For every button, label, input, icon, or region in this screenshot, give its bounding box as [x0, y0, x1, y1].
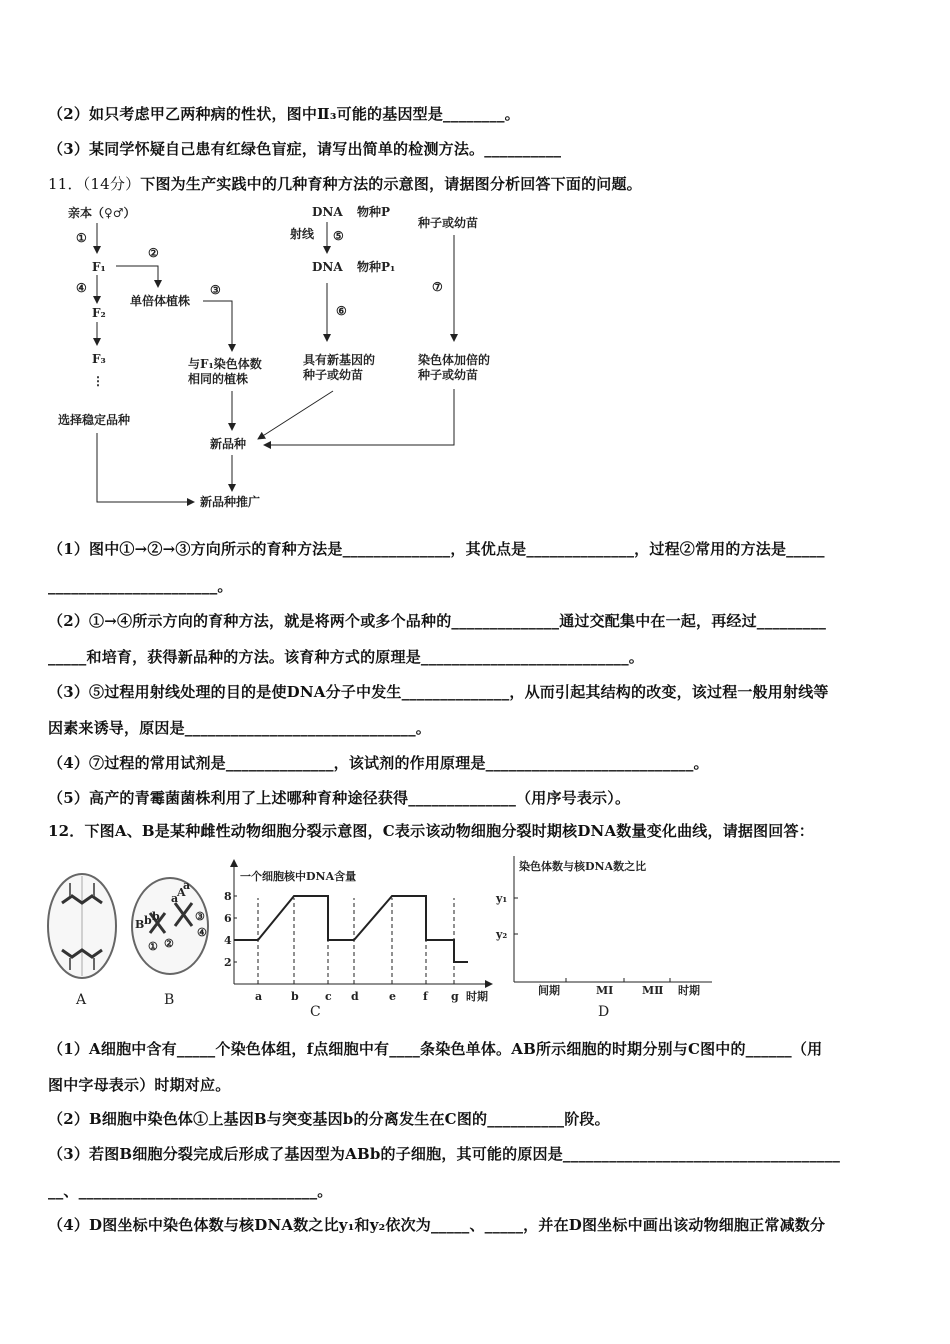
- chart-c-xtick-d: d: [351, 990, 359, 1003]
- f1-label: F₁: [92, 260, 106, 274]
- breeding-diagram: [0, 195, 950, 525]
- gene-a1: A: [177, 886, 186, 899]
- doubled-label-1: 染色体加倍的: [418, 353, 491, 367]
- new-variety-label: 新品种: [210, 437, 247, 451]
- chrom-3: ③: [195, 910, 205, 923]
- step7-label: ⑦: [432, 280, 443, 294]
- step3-label: ③: [210, 283, 221, 297]
- step4-label: ④: [76, 281, 87, 295]
- q11-part3-line1: （3）⑤过程用射线处理的目的是使DNA分子中发生______________，从而引起其结构的改变，该过程一般用射线等: [48, 683, 829, 701]
- q12-heading: 12．下图A、B是某种雌性动物细胞分裂示意图，C表示该动物细胞分裂时期核DNA数量变化曲线，请据图回答：: [48, 822, 814, 840]
- q11-part4: （4）⑦过程的常用试剂是______________，该试剂的作用原理是___________________________。: [48, 754, 709, 772]
- chart-c-xtick-b: b: [291, 990, 299, 1003]
- q12-part1-line2: 图中字母表示）时期对应。: [48, 1076, 231, 1094]
- species-p1-label: 物种P₁: [357, 260, 396, 274]
- q10-part2: （2）如只考虑甲乙两种病的性状，图中Ⅱ₃可能的基因型是________。: [48, 105, 520, 123]
- q11-part1-line1: （1）图中①→②→③方向所示的育种方法是______________，其优点是______________，过程②常用的方法是_____: [48, 540, 825, 558]
- same-chrom-label-1: 与F₁染色体数: [188, 357, 262, 371]
- chart-c-label: C: [310, 1004, 321, 1018]
- q12-part4: （4）D图坐标中染色体数与核DNA数之比y₁和y₂依次为_____、_____，并在D图坐标中画出该动物细胞正常减数分: [48, 1216, 826, 1234]
- chart-d-title: 染色体数与核DNA数之比: [519, 860, 647, 873]
- cell-b-label: B: [164, 992, 175, 1008]
- chart-c-dna-content: [222, 858, 502, 1018]
- chart-c-title: 一个细胞核中DNA含量: [240, 870, 357, 883]
- q11-part2-line2: _____和培育，获得新品种的方法。该育种方式的原理是___________________________。: [48, 648, 645, 666]
- gene-b3: b: [152, 910, 160, 923]
- gene-a2: a: [171, 892, 179, 905]
- cell-figures: [40, 858, 230, 1018]
- step2-label: ②: [148, 246, 159, 260]
- chart-d-label: D: [598, 1004, 610, 1018]
- continuation-dots: ⋮: [92, 374, 104, 388]
- q11-part2-line1: （2）①→④所示方向的育种方法，就是将两个或多个品种的______________通过交配集中在一起，再经过_________: [48, 612, 827, 630]
- new-gene-label-1: 具有新基因的: [303, 353, 376, 367]
- chart-d-ytick-1: y₂: [496, 928, 508, 941]
- chart-c-ytick-2: 2: [224, 956, 232, 969]
- chart-c-xlabel: 时期: [466, 990, 488, 1003]
- chart-c-ytick-6: 6: [224, 912, 232, 925]
- gene-b1: B: [135, 918, 145, 931]
- q11-text: 下图为生产实践中的几种育种方法的示意图，请据图分析回答下面的问题。: [140, 175, 642, 193]
- chart-c-xtick-g: g: [451, 990, 459, 1003]
- chrom-2: ②: [164, 937, 174, 950]
- chart-d-xlabel: 时期: [678, 984, 700, 997]
- chart-c-ytick-4: 4: [224, 934, 232, 947]
- q11-part3-line2: 因素来诱导，原因是______________________________。: [48, 719, 432, 737]
- chart-c-xtick-f: f: [423, 990, 428, 1003]
- step5-label: ⑤: [333, 229, 344, 243]
- cell-b: [132, 878, 208, 1008]
- gene-b2: b: [144, 914, 152, 927]
- dna-top-label: DNA: [312, 205, 343, 219]
- cell-a-label: A: [76, 992, 87, 1008]
- ray-label: 射线: [290, 227, 315, 241]
- chart-c-xtick-e: e: [389, 990, 396, 1003]
- cell-a: [48, 874, 116, 1008]
- same-chrom-label-2: 相同的植株: [188, 372, 249, 386]
- q12-part1-line1: （1）A细胞中含有_____个染色体组，f点细胞中有____条染色单体。AB所示细胞的时期分别与C图中的______（用: [48, 1040, 823, 1058]
- step1-label: ①: [76, 231, 87, 245]
- chart-d-ytick-0: y₁: [496, 892, 508, 905]
- chart-c-ytick-8: 8: [224, 890, 232, 903]
- chart-c-dna-line: [234, 896, 468, 962]
- new-gene-label-2: 种子或幼苗: [303, 368, 364, 382]
- q12-part3-line2: __、_______________________________。: [48, 1182, 333, 1200]
- chart-d-xtick-2: MⅡ: [642, 984, 664, 997]
- chart-d-xtick-0: 间期: [538, 984, 560, 997]
- q11-part1-line2: ______________________。: [48, 577, 233, 595]
- chart-c-xtick-a: a: [255, 990, 263, 1003]
- step6-label: ⑥: [336, 304, 347, 318]
- q12-part3-line1: （3）若图B细胞分裂完成后形成了基因型为ABb的子细胞，其可能的原因是____________________________________: [48, 1145, 841, 1163]
- q11-part5: （5）高产的青霉菌菌株利用了上述哪种育种途径获得______________（用序号表示）。: [48, 789, 631, 807]
- chrom-4: ④: [197, 926, 207, 939]
- haploid-label: 单倍体植株: [130, 294, 191, 308]
- parents-label: 亲本（♀♂）: [68, 206, 136, 220]
- q10-part3: （3）某同学怀疑自己患有红绿色盲症，请写出简单的检测方法。__________: [48, 140, 562, 158]
- gene-a3: a: [183, 879, 191, 892]
- q11-score: （14分）: [82, 175, 141, 193]
- q12-part2: （2）B细胞中染色体①上基因B与突变基因b的分离发生在C图的__________阶段。: [48, 1110, 610, 1128]
- f3-label: F₃: [92, 352, 106, 366]
- dna-mid-label: DNA: [312, 260, 343, 274]
- q11-heading: [48, 173, 642, 194]
- seed-top-label: 种子或幼苗: [418, 216, 479, 230]
- species-p-label: 物种P: [357, 205, 391, 219]
- chart-d-ratio: [492, 852, 722, 1018]
- f2-label: F₂: [92, 306, 106, 320]
- chart-d-xtick-1: MⅠ: [596, 984, 614, 997]
- chrom-1: ①: [148, 940, 158, 953]
- promote-label: 新品种推广: [200, 495, 261, 509]
- chart-c-xtick-c: c: [325, 990, 332, 1003]
- select-stable-label: 选择稳定品种: [58, 413, 131, 427]
- q11-number: 11．: [48, 175, 83, 193]
- doubled-label-2: 种子或幼苗: [418, 368, 479, 382]
